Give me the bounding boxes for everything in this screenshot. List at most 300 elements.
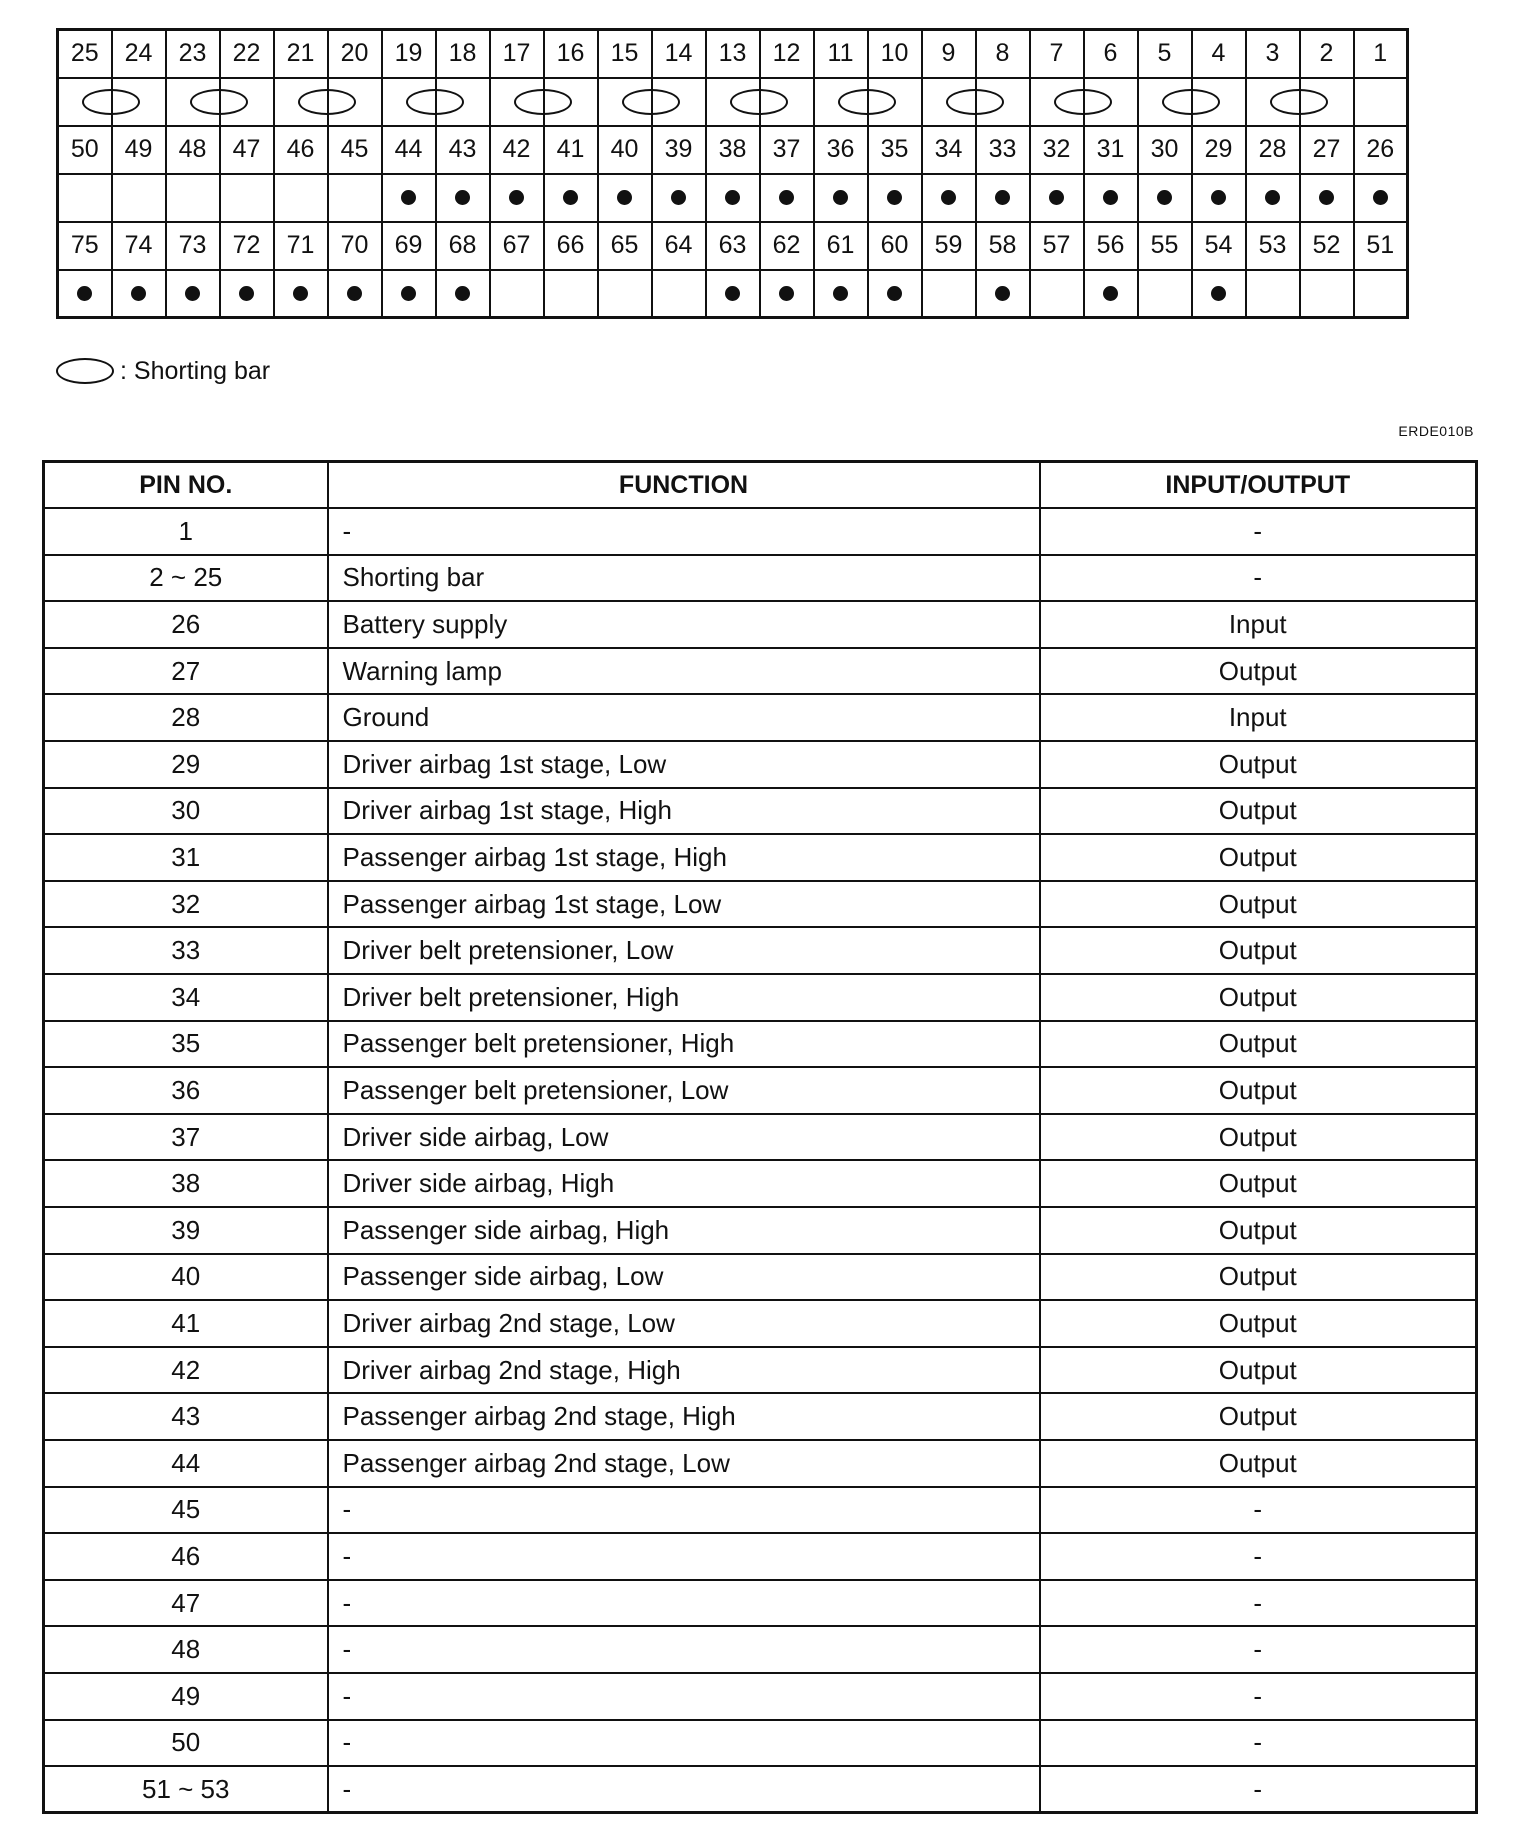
terminal-slot <box>1354 174 1408 222</box>
terminal-slot <box>922 270 976 318</box>
input-output-cell: Output <box>1040 1254 1477 1301</box>
pin-number: 11 <box>814 30 868 78</box>
pin-number-cell: 49 <box>44 1673 328 1720</box>
table-row <box>44 1160 1477 1207</box>
pin-number: 55 <box>1138 222 1192 270</box>
pin-number-cell: 43 <box>44 1393 328 1440</box>
terminal-dot-icon <box>293 286 308 301</box>
input-output-cell: - <box>1040 1533 1477 1580</box>
pin-number: 18 <box>436 30 490 78</box>
pin-number: 61 <box>814 222 868 270</box>
table-row <box>44 1207 1477 1254</box>
table-row <box>44 1300 1477 1347</box>
pin-number: 16 <box>544 30 598 78</box>
terminal-slot <box>1192 174 1246 222</box>
function-cell: Driver airbag 1st stage, Low <box>328 741 1040 788</box>
shorting-bar-icon <box>622 89 680 115</box>
terminal-dot-icon <box>887 286 902 301</box>
pin-number: 53 <box>1246 222 1300 270</box>
terminal-dot-icon <box>1157 190 1172 205</box>
terminal-slot <box>436 270 490 318</box>
terminal-dot-icon <box>1103 286 1118 301</box>
table-row <box>44 741 1477 788</box>
terminal-slot <box>490 270 544 318</box>
pin-number: 25 <box>58 30 112 78</box>
function-cell: Shorting bar <box>328 555 1040 602</box>
terminal-slot <box>1030 174 1084 222</box>
terminal-dot-icon <box>725 190 740 205</box>
shorting-bar-slot <box>706 78 760 126</box>
pin-number: 70 <box>328 222 382 270</box>
terminal-dot-icon <box>401 286 416 301</box>
input-output-cell: Output <box>1040 1021 1477 1068</box>
table-row <box>44 1533 1477 1580</box>
connector-row-pins-top <box>58 30 1408 78</box>
input-output-cell: - <box>1040 1626 1477 1673</box>
table-row <box>44 1067 1477 1114</box>
shorting-bar-slot <box>1246 78 1300 126</box>
terminal-slot <box>652 270 706 318</box>
table-row <box>44 834 1477 881</box>
legend <box>56 355 270 387</box>
pin-number-cell: 39 <box>44 1207 328 1254</box>
terminal-slot <box>166 270 220 318</box>
pin-number: 75 <box>58 222 112 270</box>
pin-number-cell: 51 ~ 53 <box>44 1766 328 1813</box>
table-row <box>44 1114 1477 1161</box>
pin-number-cell: 35 <box>44 1021 328 1068</box>
header-function: FUNCTION <box>328 462 1040 509</box>
connector-row-pins-bottom <box>58 222 1408 270</box>
function-cell: Ground <box>328 694 1040 741</box>
table-row <box>44 881 1477 928</box>
input-output-cell: Output <box>1040 1207 1477 1254</box>
terminal-slot <box>436 174 490 222</box>
pin-number: 38 <box>706 126 760 174</box>
terminal-dot-icon <box>887 190 902 205</box>
pin-number: 13 <box>706 30 760 78</box>
pin-number: 42 <box>490 126 544 174</box>
input-output-cell: Output <box>1040 1440 1477 1487</box>
terminal-slot <box>1084 270 1138 318</box>
pin-number: 66 <box>544 222 598 270</box>
terminal-dot-icon <box>1211 190 1226 205</box>
shorting-bar-slot <box>922 78 976 126</box>
connector-row-terminals-bottom <box>58 270 1408 318</box>
function-cell: Passenger belt pretensioner, High <box>328 1021 1040 1068</box>
pin-number-cell: 50 <box>44 1720 328 1767</box>
input-output-cell: Output <box>1040 741 1477 788</box>
terminal-dot-icon <box>941 190 956 205</box>
pin-number: 45 <box>328 126 382 174</box>
pin-number: 22 <box>220 30 274 78</box>
table-row <box>44 1580 1477 1627</box>
table-row <box>44 1021 1477 1068</box>
terminal-slot <box>58 270 112 318</box>
terminal-slot <box>1138 270 1192 318</box>
input-output-cell: - <box>1040 555 1477 602</box>
terminal-dot-icon <box>1373 190 1388 205</box>
shorting-bar-slot <box>814 78 868 126</box>
shorting-bar-icon <box>514 89 572 115</box>
terminal-slot <box>1300 174 1354 222</box>
pin-number: 3 <box>1246 30 1300 78</box>
pin-number: 44 <box>382 126 436 174</box>
pin-number: 62 <box>760 222 814 270</box>
pin-number: 23 <box>166 30 220 78</box>
pin-number: 56 <box>1084 222 1138 270</box>
pin-number: 58 <box>976 222 1030 270</box>
pin-number-cell: 48 <box>44 1626 328 1673</box>
header-pin-no: PIN NO. <box>44 462 328 509</box>
input-output-cell: - <box>1040 1720 1477 1767</box>
input-output-cell: Output <box>1040 974 1477 1021</box>
pin-number: 51 <box>1354 222 1408 270</box>
terminal-slot <box>814 174 868 222</box>
pin-number-cell: 2 ~ 25 <box>44 555 328 602</box>
pin-number-cell: 36 <box>44 1067 328 1114</box>
table-row <box>44 1393 1477 1440</box>
shorting-bar-slot <box>490 78 544 126</box>
pin-number-cell: 45 <box>44 1487 328 1534</box>
terminal-slot <box>220 270 274 318</box>
pin-number: 6 <box>1084 30 1138 78</box>
pin-number: 27 <box>1300 126 1354 174</box>
terminal-slot <box>1030 270 1084 318</box>
figure-code: ERDE010B <box>1398 423 1474 439</box>
input-output-cell: Output <box>1040 927 1477 974</box>
pin-number: 4 <box>1192 30 1246 78</box>
shorting-bar-icon <box>730 89 788 115</box>
input-output-cell: Output <box>1040 1067 1477 1114</box>
terminal-dot-icon <box>455 190 470 205</box>
function-cell: Passenger belt pretensioner, Low <box>328 1067 1040 1114</box>
function-cell: Driver airbag 2nd stage, High <box>328 1347 1040 1394</box>
pin-number: 60 <box>868 222 922 270</box>
pin-number: 39 <box>652 126 706 174</box>
shorting-bar-slot <box>382 78 436 126</box>
pin-number: 20 <box>328 30 382 78</box>
pin-number: 47 <box>220 126 274 174</box>
function-cell: - <box>328 508 1040 555</box>
terminal-slot <box>598 270 652 318</box>
pin-number-cell: 34 <box>44 974 328 1021</box>
pin-function-table <box>42 460 1478 1814</box>
pin-number: 49 <box>112 126 166 174</box>
connector-pinout-diagram <box>56 28 1409 319</box>
pin-number-cell: 40 <box>44 1254 328 1301</box>
terminal-slot <box>382 174 436 222</box>
pin-number: 32 <box>1030 126 1084 174</box>
function-cell: Driver airbag 2nd stage, Low <box>328 1300 1040 1347</box>
terminal-slot <box>328 174 382 222</box>
pin-number: 43 <box>436 126 490 174</box>
shorting-bar-oval-icon <box>56 358 114 384</box>
terminal-dot-icon <box>401 190 416 205</box>
shorting-bar-icon <box>838 89 896 115</box>
terminal-slot <box>544 174 598 222</box>
input-output-cell: - <box>1040 1766 1477 1813</box>
terminal-dot-icon <box>1211 286 1226 301</box>
pin-number-cell: 44 <box>44 1440 328 1487</box>
terminal-slot <box>490 174 544 222</box>
function-cell: Passenger airbag 2nd stage, High <box>328 1393 1040 1440</box>
terminal-slot <box>652 174 706 222</box>
pin-number: 59 <box>922 222 976 270</box>
terminal-dot-icon <box>509 190 524 205</box>
input-output-cell: Output <box>1040 1114 1477 1161</box>
table-row <box>44 1440 1477 1487</box>
terminal-slot <box>976 270 1030 318</box>
terminal-slot <box>706 270 760 318</box>
pin-number-cell: 47 <box>44 1580 328 1627</box>
pin-number: 36 <box>814 126 868 174</box>
pin-number: 68 <box>436 222 490 270</box>
terminal-dot-icon <box>833 286 848 301</box>
terminal-dot-icon <box>455 286 470 301</box>
pin-number-cell: 42 <box>44 1347 328 1394</box>
pin-number: 12 <box>760 30 814 78</box>
shorting-bar-icon <box>1270 89 1328 115</box>
header-input-output: INPUT/OUTPUT <box>1040 462 1477 509</box>
shorting-bar-icon <box>1162 89 1220 115</box>
pin-number: 26 <box>1354 126 1408 174</box>
pin-number: 65 <box>598 222 652 270</box>
terminal-dot-icon <box>995 190 1010 205</box>
table-row <box>44 788 1477 835</box>
pin-number-cell: 29 <box>44 741 328 788</box>
input-output-cell: Output <box>1040 1393 1477 1440</box>
terminal-dot-icon <box>995 286 1010 301</box>
terminal-slot <box>868 174 922 222</box>
function-cell: Passenger side airbag, Low <box>328 1254 1040 1301</box>
terminal-slot <box>274 270 328 318</box>
function-cell: Driver side airbag, Low <box>328 1114 1040 1161</box>
terminal-dot-icon <box>1319 190 1334 205</box>
input-output-cell: - <box>1040 1580 1477 1627</box>
shorting-bar-slot <box>1030 78 1084 126</box>
pin-number: 35 <box>868 126 922 174</box>
pin-number: 7 <box>1030 30 1084 78</box>
shorting-bar-icon <box>1054 89 1112 115</box>
terminal-dot-icon <box>1265 190 1280 205</box>
shorting-bar-icon <box>298 89 356 115</box>
pin-number: 10 <box>868 30 922 78</box>
pin-number: 2 <box>1300 30 1354 78</box>
pin-number-cell: 38 <box>44 1160 328 1207</box>
pin-number: 19 <box>382 30 436 78</box>
function-cell: Driver side airbag, High <box>328 1160 1040 1207</box>
pin-number: 52 <box>1300 222 1354 270</box>
pin-number-cell: 26 <box>44 601 328 648</box>
terminal-slot <box>760 174 814 222</box>
shorting-bar-slot <box>274 78 328 126</box>
pin-number: 67 <box>490 222 544 270</box>
terminal-slot <box>868 270 922 318</box>
pin-number: 74 <box>112 222 166 270</box>
table-row <box>44 1720 1477 1767</box>
shorting-bar-icon <box>190 89 248 115</box>
table-row <box>44 974 1477 1021</box>
pin-number: 9 <box>922 30 976 78</box>
terminal-dot-icon <box>563 190 578 205</box>
terminal-slot <box>1084 174 1138 222</box>
terminal-slot <box>1246 174 1300 222</box>
table-row <box>44 601 1477 648</box>
pin-number: 63 <box>706 222 760 270</box>
terminal-slot <box>1300 270 1354 318</box>
table-row <box>44 508 1477 555</box>
pin-number-cell: 32 <box>44 881 328 928</box>
function-cell: Battery supply <box>328 601 1040 648</box>
terminal-slot <box>1354 270 1408 318</box>
terminal-slot <box>1138 174 1192 222</box>
terminal-slot <box>1246 270 1300 318</box>
table-row <box>44 927 1477 974</box>
function-cell: Driver airbag 1st stage, High <box>328 788 1040 835</box>
pin-number: 54 <box>1192 222 1246 270</box>
pin-number: 21 <box>274 30 328 78</box>
pin-number: 72 <box>220 222 274 270</box>
terminal-slot <box>1192 270 1246 318</box>
pin-number: 31 <box>1084 126 1138 174</box>
connector-row-pins-middle <box>58 126 1408 174</box>
pin-number: 8 <box>976 30 1030 78</box>
legend-label: : Shorting bar <box>120 356 271 385</box>
pin-number-cell: 30 <box>44 788 328 835</box>
table-row <box>44 1766 1477 1813</box>
terminal-dot-icon <box>239 286 254 301</box>
pin-number: 14 <box>652 30 706 78</box>
function-cell: Passenger airbag 1st stage, Low <box>328 881 1040 928</box>
table-row <box>44 648 1477 695</box>
function-cell: Passenger airbag 1st stage, High <box>328 834 1040 881</box>
shorting-bar-icon <box>946 89 1004 115</box>
shorting-bar-icon <box>82 89 140 115</box>
terminal-slot <box>814 270 868 318</box>
terminal-slot <box>922 174 976 222</box>
pin-number: 30 <box>1138 126 1192 174</box>
shorting-bar-slot <box>58 78 112 126</box>
terminal-dot-icon <box>671 190 686 205</box>
terminal-dot-icon <box>131 286 146 301</box>
pin-number: 71 <box>274 222 328 270</box>
table-row <box>44 555 1477 602</box>
shorting-bar-slot <box>1354 78 1408 126</box>
terminal-dot-icon <box>617 190 632 205</box>
terminal-dot-icon <box>77 286 92 301</box>
function-cell: Passenger airbag 2nd stage, Low <box>328 1440 1040 1487</box>
table-row <box>44 1673 1477 1720</box>
pin-number-cell: 27 <box>44 648 328 695</box>
input-output-cell: Output <box>1040 1300 1477 1347</box>
input-output-cell: Output <box>1040 648 1477 695</box>
terminal-slot <box>166 174 220 222</box>
terminal-dot-icon <box>725 286 740 301</box>
input-output-cell: Output <box>1040 881 1477 928</box>
terminal-dot-icon <box>779 286 794 301</box>
function-cell: - <box>328 1580 1040 1627</box>
terminal-slot <box>112 174 166 222</box>
pin-number-cell: 1 <box>44 508 328 555</box>
terminal-slot <box>544 270 598 318</box>
table-row <box>44 1626 1477 1673</box>
input-output-cell: - <box>1040 1673 1477 1720</box>
pin-number: 5 <box>1138 30 1192 78</box>
pin-number: 69 <box>382 222 436 270</box>
pin-number-cell: 28 <box>44 694 328 741</box>
function-cell: Driver belt pretensioner, High <box>328 974 1040 1021</box>
input-output-cell: Input <box>1040 694 1477 741</box>
function-cell: - <box>328 1720 1040 1767</box>
pin-number-cell: 46 <box>44 1533 328 1580</box>
shorting-bar-icon <box>406 89 464 115</box>
pin-number: 48 <box>166 126 220 174</box>
terminal-slot <box>58 174 112 222</box>
pin-number: 34 <box>922 126 976 174</box>
pin-number-cell: 41 <box>44 1300 328 1347</box>
terminal-slot <box>112 270 166 318</box>
shorting-bar-slot <box>166 78 220 126</box>
terminal-slot <box>382 270 436 318</box>
input-output-cell: - <box>1040 508 1477 555</box>
pin-number-cell: 37 <box>44 1114 328 1161</box>
input-output-cell: Output <box>1040 788 1477 835</box>
pin-number: 64 <box>652 222 706 270</box>
input-output-cell: Output <box>1040 1347 1477 1394</box>
terminal-dot-icon <box>347 286 362 301</box>
function-cell: Passenger side airbag, High <box>328 1207 1040 1254</box>
function-cell: - <box>328 1533 1040 1580</box>
pin-number: 46 <box>274 126 328 174</box>
pin-number: 29 <box>1192 126 1246 174</box>
terminal-dot-icon <box>185 286 200 301</box>
table-row <box>44 1347 1477 1394</box>
pin-number-cell: 31 <box>44 834 328 881</box>
pin-number: 50 <box>58 126 112 174</box>
terminal-slot <box>220 174 274 222</box>
shorting-bar-slot <box>1138 78 1192 126</box>
pin-number: 24 <box>112 30 166 78</box>
pin-number: 40 <box>598 126 652 174</box>
terminal-dot-icon <box>833 190 848 205</box>
input-output-cell: - <box>1040 1487 1477 1534</box>
pin-number: 41 <box>544 126 598 174</box>
terminal-slot <box>976 174 1030 222</box>
shorting-bar-slot <box>598 78 652 126</box>
pin-number: 28 <box>1246 126 1300 174</box>
function-cell: - <box>328 1766 1040 1813</box>
pin-number: 17 <box>490 30 544 78</box>
input-output-cell: Input <box>1040 601 1477 648</box>
pin-number: 1 <box>1354 30 1408 78</box>
function-cell: Driver belt pretensioner, Low <box>328 927 1040 974</box>
table-row <box>44 1254 1477 1301</box>
input-output-cell: Output <box>1040 1160 1477 1207</box>
function-cell: - <box>328 1487 1040 1534</box>
pin-number-cell: 33 <box>44 927 328 974</box>
terminal-dot-icon <box>1103 190 1118 205</box>
terminal-dot-icon <box>1049 190 1064 205</box>
function-cell: Warning lamp <box>328 648 1040 695</box>
connector-row-terminals-middle <box>58 174 1408 222</box>
pin-number: 57 <box>1030 222 1084 270</box>
pin-number: 73 <box>166 222 220 270</box>
table-row <box>44 1487 1477 1534</box>
terminal-slot <box>328 270 382 318</box>
connector-row-shorting-bars <box>58 78 1408 126</box>
pin-number: 33 <box>976 126 1030 174</box>
